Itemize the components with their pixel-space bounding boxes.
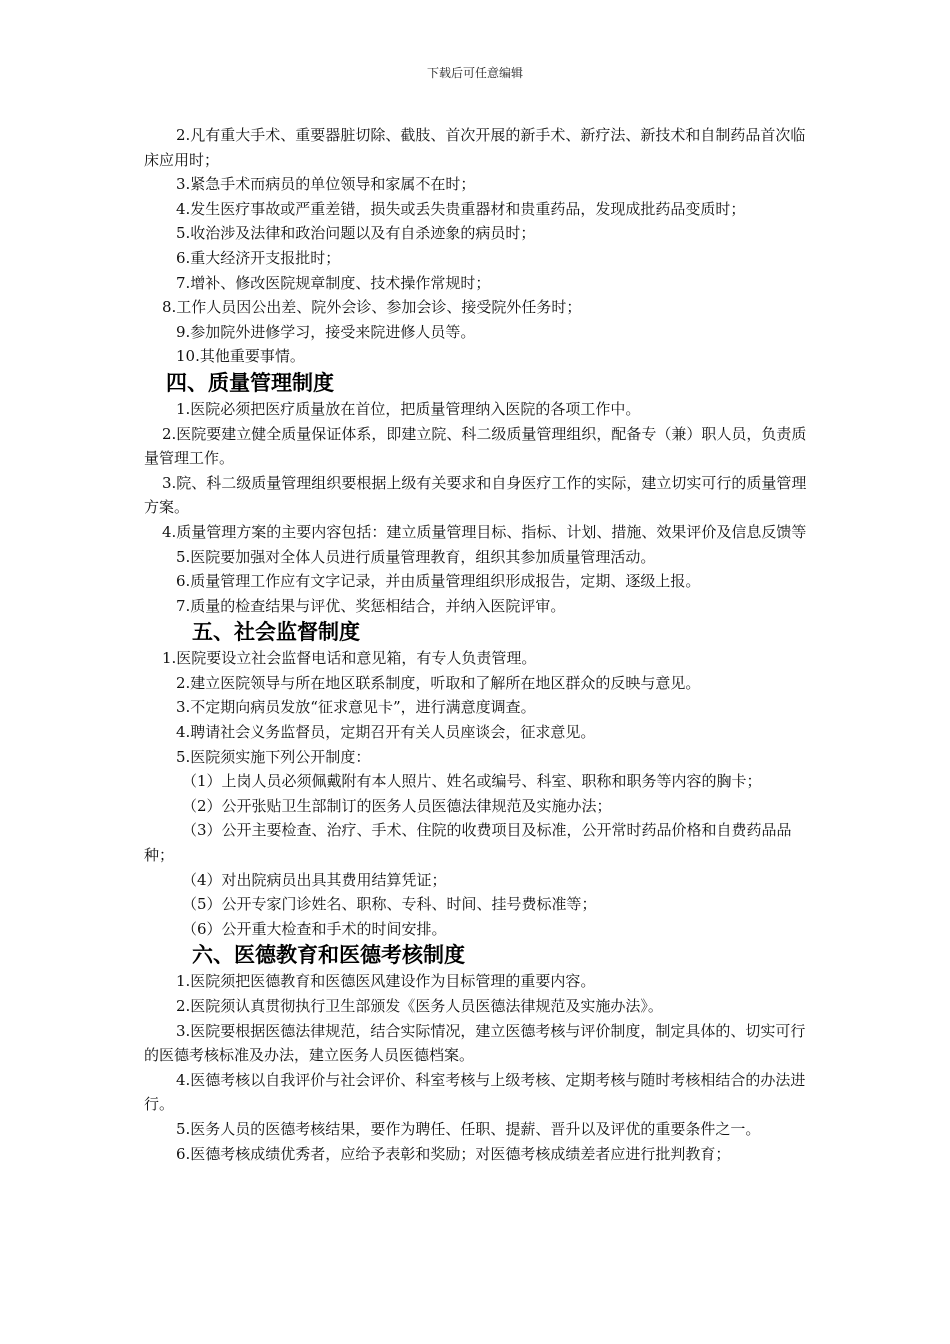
section-heading: 五、社会监督制度: [192, 620, 360, 645]
list-item: 1.医院要设立社会监督电话和意见箱，有专人负责管理。: [162, 649, 537, 668]
list-item: 3.不定期向病员发放“征求意见卡”，进行满意度调查。: [176, 698, 536, 717]
list-item: 4.医德考核以自我评价与社会评价、科室考核与上级考核、定期考核与随时考核相结合的办法进行。: [144, 1070, 806, 1114]
list-item: （4）对出院病员出具其费用结算凭证；: [182, 870, 447, 889]
list-item: 7.质量的检查结果与评优、奖惩相结合，并纳入医院评审。: [176, 596, 566, 615]
list-item: （6）公开重大检查和手术的时间安排。: [182, 919, 447, 938]
list-item: 5.医务人员的医德考核结果，要作为聘任、任职、提薪、晋升以及评优的重要条件之一。: [176, 1119, 761, 1138]
list-item: 6.重大经济开支报批时；: [176, 248, 341, 267]
page-header: 下载后可任意编辑: [426, 66, 523, 80]
list-item: 5.医院须实施下列公开制度：: [176, 747, 371, 766]
list-item: 7.增补、修改医院规章制度、技术操作常规时；: [176, 273, 491, 292]
list-item: （2）公开张贴卫生部制订的医务人员医德法律规范及实施办法；: [182, 796, 612, 815]
list-item: 6.医德考核成绩优秀者，应给予表彰和奖励；对医德考核成绩差者应进行批判教育；: [176, 1144, 731, 1163]
section-heading: 六、医德教育和医德考核制度: [192, 943, 465, 968]
list-item: 9.参加院外进修学习，接受来院进修人员等。: [176, 322, 476, 341]
list-item: 1.医院必须把医疗质量放在首位，把质量管理纳入医院的各项工作中。: [176, 399, 641, 418]
list-item: 2.医院要建立健全质量保证体系，即建立院、科二级质量管理组织，配备专（兼）职人员，负责质量管理工作。: [144, 424, 807, 468]
list-item: 4.聘请社会义务监督员，定期召开有关人员座谈会，征求意见。: [176, 723, 596, 742]
list-item: 3.紧急手术而病员的单位领导和家属不在时；: [176, 175, 476, 194]
document-body: [144, 123, 812, 1166]
section-heading: 四、质量管理制度: [166, 370, 334, 395]
list-item: 2.凡有重大手术、重要器脏切除、截肢、首次开展的新手术、新疗法、新技术和自制药品首次临床应用时；: [144, 126, 806, 169]
list-item: 4.发生医疗事故或严重差错，损失或丢失贵重器材和贵重药品，发现成批药品变质时；: [176, 199, 746, 218]
list-item: 6.质量管理工作应有文字记录，并由质量管理组织形成报告，定期、逐级上报。: [176, 572, 701, 591]
list-item: 1.医院须把医德教育和医德医风建设作为目标管理的重要内容。: [176, 972, 596, 991]
list-item: （3）公开主要检查、治疗、手术、住院的收费项目及标准，公开常时药品价格和自费药品品种；: [144, 821, 792, 865]
list-item: 3.院、科二级质量管理组织要根据上级有关要求和自身医疗工作的实际，建立切实可行的质量管理方案。: [144, 473, 807, 517]
list-item: 4.质量管理方案的主要内容包括：建立质量管理目标、指标、计划、措施、效果评价及信息反馈等: [162, 522, 807, 541]
list-item: （1）上岗人员必须佩戴附有本人照片、姓名或编号、科室、职称和职务等内容的胸卡；: [182, 772, 762, 791]
list-item: 8.工作人员因公出差、院外会诊、参加会诊、接受院外任务时；: [162, 298, 582, 317]
list-item: （5）公开专家门诊姓名、职称、专科、时间、挂号费标准等；: [182, 895, 597, 914]
list-item: 10.其他重要事情。: [176, 347, 305, 366]
list-item: 5.收治涉及法律和政治问题以及有自杀迹象的病员时；: [176, 224, 536, 243]
list-item: 5.医院要加强对全体人员进行质量管理教育，组织其参加质量管理活动。: [176, 547, 656, 566]
list-item: 3.医院要根据医德法律规范，结合实际情况，建立医德考核与评价制度，制定具体的、切实可行的医德考核标准及办法，建立医务人员医德档案。: [144, 1021, 806, 1065]
list-item: 2.建立医院领导与所在地区联系制度，听取和了解所在地区群众的反映与意见。: [176, 673, 701, 692]
list-item: 2.医院须认真贯彻执行卫生部颁发《医务人员医德法律规范及实施办法》。: [176, 997, 663, 1015]
